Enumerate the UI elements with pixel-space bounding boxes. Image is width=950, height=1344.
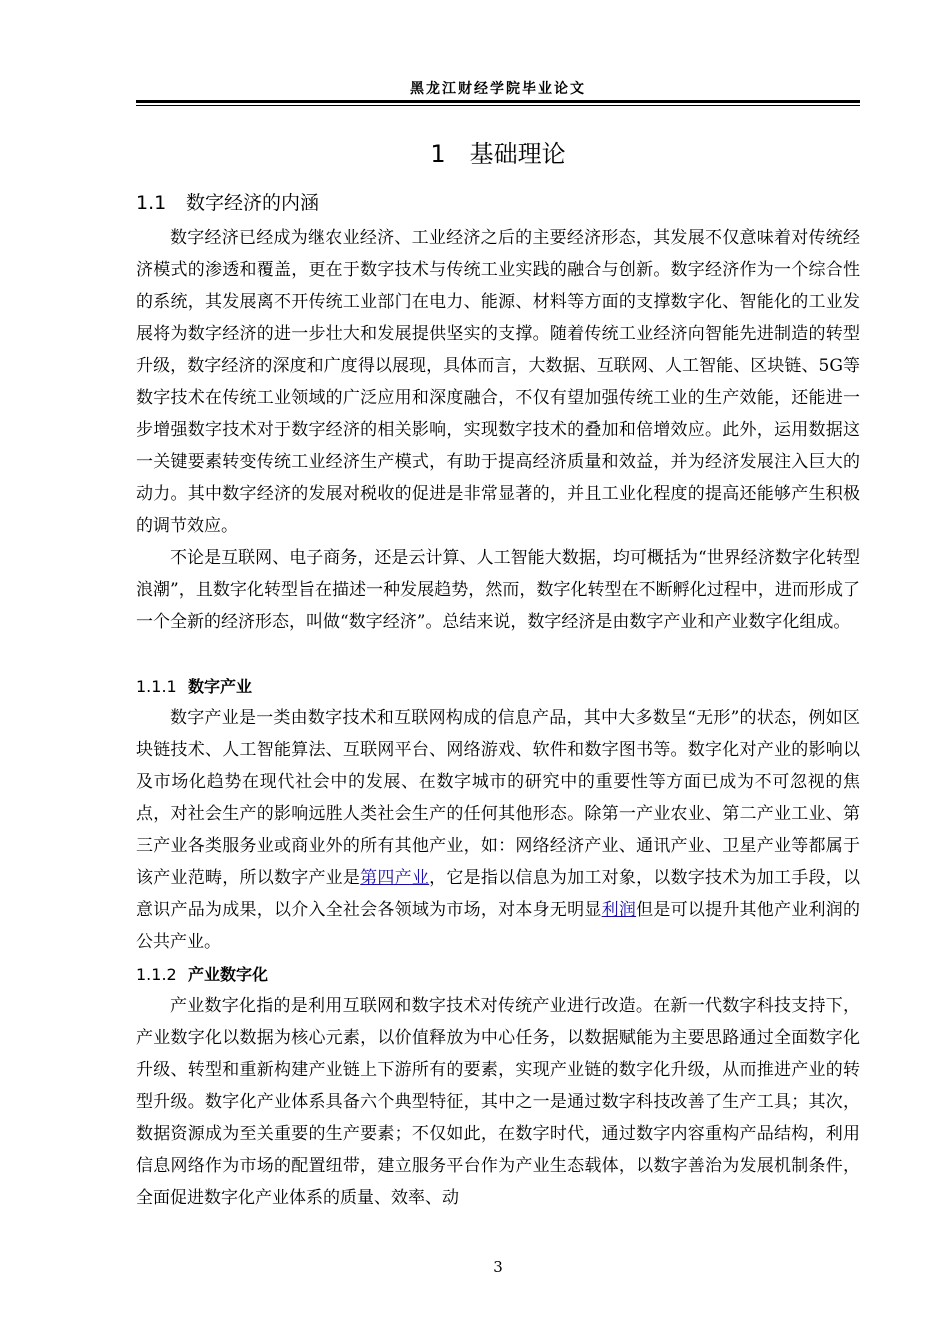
header-rule-thick: [136, 100, 860, 103]
page-number: 3: [493, 1258, 503, 1276]
chapter-title-text: 基础理论: [469, 140, 566, 168]
paragraph-text: ，它是指以信息为加工对象，以数字技术为加工手段，以意识产品为成果，以介入全社会各领域为市场，对本身无明显: [136, 868, 861, 920]
paragraph: 产业数字化指的是利用互联网和数字技术对传统产业进行改造。在新一代数字科技支持下，产业数字化以数据为核心元素，以价值释放为中心任务，以数据赋能为主要思路通过全面数字化升级、转型和重新构建产业链上下游所有的要素，实现产业链的数字化升级，从而推进产业的转型升级。数字化产业体系具备六个典型特征，其中之一是通过数字科技改善了生产工具；其次，数据资源成为至关重要的生产要素；不仅如此，在数字时代，通过数字内容重构产品结构，利用信息网络作为市场的配置纽带，建立服务平台作为产业生态载体，以数字善治为发展机制条件，全面促进数字化产业体系的质量、效率、动: [136, 996, 860, 1208]
section-title: 数字产业: [188, 677, 253, 696]
paragraph: [136, 702, 860, 958]
link-fourth-industry[interactable]: 第四产业: [360, 868, 430, 888]
section-number: 1.1.2: [136, 965, 177, 984]
chapter-title: [136, 134, 860, 169]
paragraph: 数字经济已经成为继农业经济、工业经济之后的主要经济形态，其发展不仅意味着对传统经济模式的渗透和覆盖，更在于数字技术与传统工业实践的融合与创新。数字经济作为一个综合性的系统，其发展离不开传统工业部门在电力、能源、材料等方面的支撑数字化、智能化的工业发展将为数字经济的进一步壮大和发展提供坚实的支撑。随着传统工业经济向智能先进制造的转型升级，数字经济的深度和广度得以展现，具体而言，大数据、互联网、人工智能、区块链、5G等数字技术在传统工业领域的广泛应用和深度融合，不仅有望加强传统工业的生产效能，还能进一步增强数字技术对于数字经济的相关影响，实现数字技术的叠加和倍增效应。此外，运用数据这一关键要素转变传统工业经济生产模式，有助于提高经济质量和效益，并为经济发展注入巨大的动力。其中数字经济的发展对税收的促进是非常显著的，并且工业化程度的提高还能够产生积极的调节效应。: [136, 228, 860, 536]
paragraph-text: 数字产业是一类由数字技术和互联网构成的信息产品，其中大多数呈“无形”的状态，例如区块链技术、人工智能算法、互联网平台、网络游戏、软件和数字图书等。数字化对产业的影响以及市场化趋势在现代社会中的发展、在数字城市的研究中的重要性等方面已成为不可忽视的焦点，对社会生产的影响远胜人类社会生产的任何其他形态。除第一产业农业、第二产业工业、第三产业各类服务业或商业外的所有其他产业，如：网络经济产业、通讯产业、卫星产业等都属于该产业范畴，所以数字产业是: [136, 708, 860, 888]
section-title: 数字经济的内涵: [186, 192, 320, 214]
header-rule-thin: [136, 105, 860, 106]
paragraph: 不论是互联网、电子商务，还是云计算、人工智能大数据，均可概括为“世界经济数字化转型浪潮”，且数字化转型旨在描述一种发展趋势，然而，数字化转型在不断孵化过程中，进而形成了一个全新的经济形态，叫做“数字经济”。总结来说，数字经济是由数字产业和产业数字化组成。: [136, 548, 860, 632]
section-heading-1-1-2: [136, 962, 268, 985]
section-number: 1.1.1: [136, 677, 177, 696]
link-profit[interactable]: 利润: [601, 900, 637, 920]
paragraph-text: 但是可以提升其他产业利润的公共产业。: [136, 900, 861, 952]
chapter-number: 1: [430, 140, 446, 168]
section-title: 产业数字化: [188, 965, 269, 984]
section-number: 1.1: [136, 192, 167, 214]
section-heading-1-1-1: [136, 674, 252, 697]
section-heading-1-1: [136, 188, 319, 215]
running-header: 黑龙江财经学院毕业论文: [410, 81, 586, 97]
